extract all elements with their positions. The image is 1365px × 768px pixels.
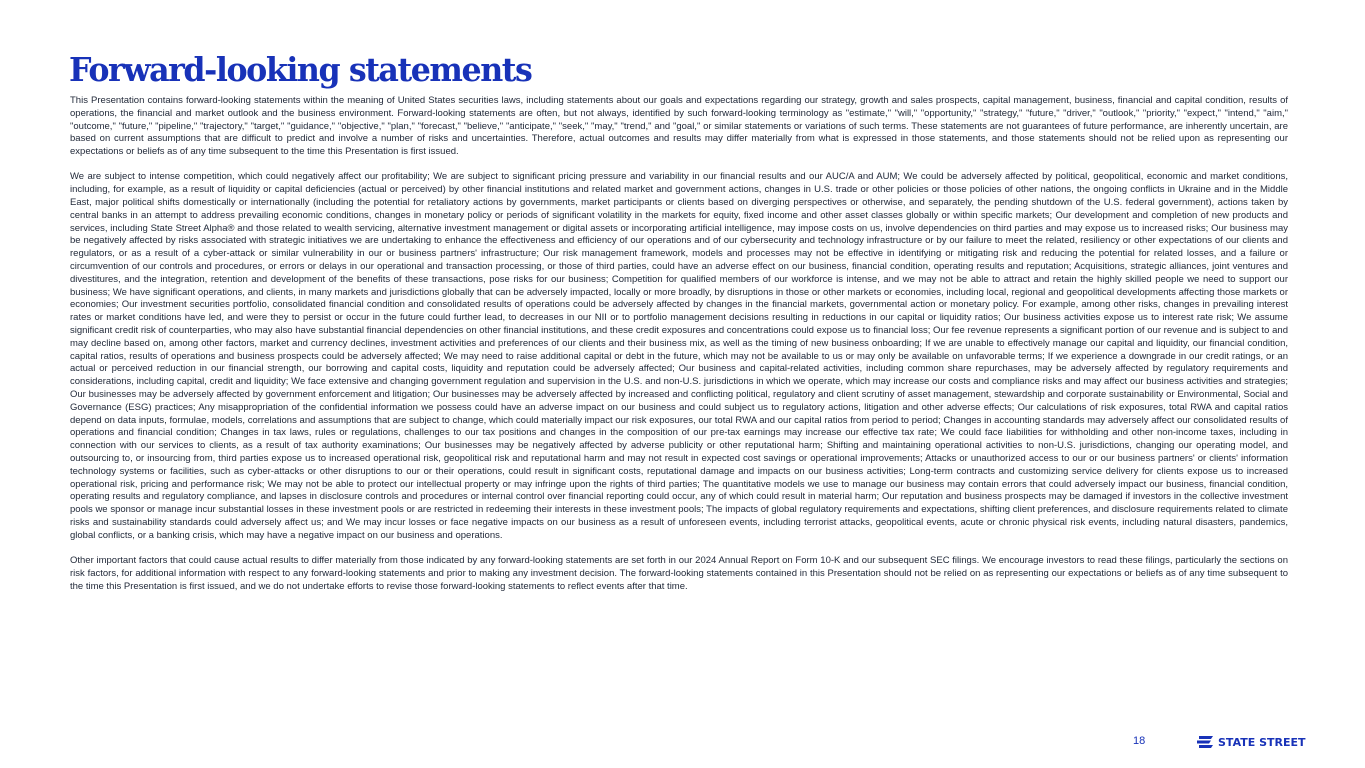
paragraph-other-factors: Other important factors that could cause actual results to differ materially from those indicated by any forward-looking statements are set forth in our 2024 Annual Report on Form 10-K and our subsequent SEC filings. We encourage investors to read these filings, particularly the sections on risk factors, for additional information with respect to any forward-looking statements and prior to making any investment decision. The forward-looking statements contained in this Presentation should not be relied on as representing our expectations or beliefs as of any time subsequent to the time this Presentation is first issued, and we do not undertake efforts to revise those forward-looking statements to reflect events after that time. (70, 555, 1288, 592)
paragraph-risk-factors: We are subject to intense competition, which could negatively affect our profitability; We are subject to significant pricing pressure and variability in our financial results and our AUC/A and AUM; We could be adversely affected by political, geopolitical, economic and market conditions, including, for example, as a result of liquidity or capital deficiencies (actual or perceived) by other financial institutions and related market and government actions, changes in U.S. trade or other policies or those policies of other nations, the ongoing conflicts in Ukraine and in the Middle East, major political shifts domestically or internationally (including the potential for retaliatory actions by governments, market participants or clients based on diverging perspectives or otherwise, and separately, the pending shutdown of the U.S. federal government), actions taken by central banks in an attempt to address prevailing economic conditions, changes in monetary policy or periods of significant volatility in the markets for equity, fixed income and other asset classes globally or within specific markets; Our development and completion of new products and services, including State Street Alpha® and those related to wealth servicing, alternative investment management or digital assets or incorporating artificial intelligence, may impose costs on us, involve dependencies on third parties and may expose us to increased risks; Our business may be negatively affected by risks associated with strategic initiatives we are undertaking to enhance the effectiveness and efficiency of our operations and of our cybersecurity and technology infrastructure or by our failure to meet the related, resiliency or other expectations of our clients and regulators, or as a result of a cyber-attack or similar vulnerability in our or business partners' infrastructure; Our risk management framework, models and processes may not be effective in identifying or mitigating risk and reducing the potential for related losses, and a failure or circumvention of our controls and procedures, or errors or delays in our operational and transaction processing, or those of third parties, could have an adverse effect on our business, financial condition, operating results and reputation; Acquisitions, strategic alliances, joint ventures and divestitures, and the integration, retention and development of the benefits of these transactions, pose risks for our business; Competition for qualified members of our workforce is intense, and we may not be able to attract and retain the highly skilled people we need to support our business; We have significant operations, and clients, in many markets and jurisdictions globally that can be adversely impacted, locally or more broadly, by disruptions in those or other markets or economies, including local, regional and geopolitical developments affecting those markets or economies; Our investment securities portfolio, consolidated financial condition and consolidated results of operations could be adversely affected by changes in the financial markets, governmental action or monetary policy. For example, among other risks, changes in prevailing interest rates or market conditions have led, and were they to persist or occur in the future could further lead, to decreases in our NII or to portfolio management decisions resulting in reductions in our capital or liquidity ratios; Our business activities expose us to interest rate risk; We assume significant credit risk of counterparties, who may also have substantial financial dependencies on other financial institutions, and these credit exposures and concentrations could expose us to financial loss; Our fee revenue represents a significant portion of our revenue and is subject to and may decline based on, among other factors, market and currency declines, investment activities and preferences of our clients and their business mix, as well as the timing of new business onboarding; If we are unable to effectively manage our capital and liquidity, our financial condition, capital ratios, results of operations and business prospects could be adversely affected; We may need to raise additional capital or debt in the future, which may not be available to us or may only be available on unfavorable terms; If we experience a downgrade in our credit ratings, or an actual or perceived reduction in our financial strength, our borrowing and capital costs, liquidity and reputation could be adversely affected; Our business and capital-related activities, including common share repurchases, may be adversely affected by regulatory requirements and considerations, including capital, credit and liquidity; We face extensive and changing government regulation and supervision in the U.S. and non-U.S. jurisdictions in which we operate, which may increase our costs and compliance risks and may affect our business activities and strategies; Our businesses may be adversely affected by government enforcement and litigation; Our businesses may be adversely affected by increased and conflicting political, regulatory and client scrutiny of asset management, stewardship and corporate sustainability or Environmental, Social and Governance (ESG) practices; Any misappropriation of the confidential information we possess could have an adverse impact on our business and could subject us to regulatory actions, litigation and other adverse effects; Our calculations of risk exposures, total RWA and capital ratios depend on data inputs, formulae, models, correlations and assumptions that are subject to change, which could materially impact our risk exposures, our total RWA and our capital ratios from period to period; Changes in accounting standards may adversely affect our consolidated results of operations and financial condition; Changes in tax laws, rules or regulations, challenges to our tax positions and changes in the composition of our pre-tax earnings may increase our effective tax rate; We could face liabilities for withholding and other non-income taxes, including in connection with our services to clients, as a result of tax authority examinations; Our businesses may be negatively affected by adverse publicity or other reputational harm; Shifting and maintaining operational activities to non-U.S. jurisdictions, changing our operating model, and outsourcing to, or insourcing from, third parties expose us to increased operational risk, geopolitical risk and reputational harm and may not result in expected cost savings or operational improvements; Attacks or unauthorized access to our or our business partners' or clients' information technology systems or facilities, such as cyber-attacks or other disruptions to our or their operations, could result in significant costs, reputational damage and impacts on our business activities; Long-term contracts and customizing service delivery for clients expose us to increased operational risk, pricing and performance risk; We may not be able to protect our intellectual property or may infringe upon the rights of third parties; The quantitative models we use to manage our business may contain errors that could adversely impact our business, financial condition, operating results and regulatory compliance, and lapses in disclosure controls and procedures or internal control over financial reporting could occur, any of which could result in material harm; Our reputation and business prospects may be damaged if investors in the collective investment pools we sponsor or manage incur substantial losses in these investment pools or are restricted in redeeming their interests in these investment pools; The impacts of global regulatory requirements and expectations, shifting client preferences, and disclosure requirements related to climate risks and sustainability standards could adversely affect us; and We may incur losses or face negative impacts on our business as a result of unforeseen events, including terrorist attacks, geopolitical events, acute or chronic physical risk events, including natural disasters, pandemics, global conflicts, or a banking crisis, which may have a negative impact on our business and operations. (70, 171, 1288, 541)
paragraph-intro: This Presentation contains forward-looking statements within the meaning of United States securities laws, including statements about our goals and expectations regarding our strategy, growth and sales prospects, capital management, business, financial and capital condition, results of operations, the financial and market outlook and the business environment. Forward-looking statements are often, but not always, identified by such forward-looking terminology as "estimate," "will," "opportunity," "strategy," "future," "driver," "outlook," "priority," "expect," "intend," "aim," "outcome," "future," "pipeline," "trajectory," "target," "guidance," "objective," "plan," "forecast," "believe," "anticipate," "seek," "may," "trend," and "goal," or similar statements or variations of such terms. These statements are not guarantees of future performance, are inherently uncertain, are based on current assumptions that are difficult to predict and involve a number of risks and uncertainties. Therefore, actual outcomes and results may differ materially from what is expressed in those statements, and those statements should not be relied upon as representing our expectations or beliefs as of any time subsequent to the time this Presentation is first issued. (70, 95, 1288, 158)
page-title: Forward-looking statements (69, 50, 532, 89)
page-number: 18 (1133, 735, 1146, 747)
disclaimer-body (70, 95, 1288, 606)
logo-wordmark: STATE STREET (1218, 735, 1306, 749)
state-street-logo (1196, 734, 1306, 750)
state-street-logo-icon (1196, 734, 1214, 750)
